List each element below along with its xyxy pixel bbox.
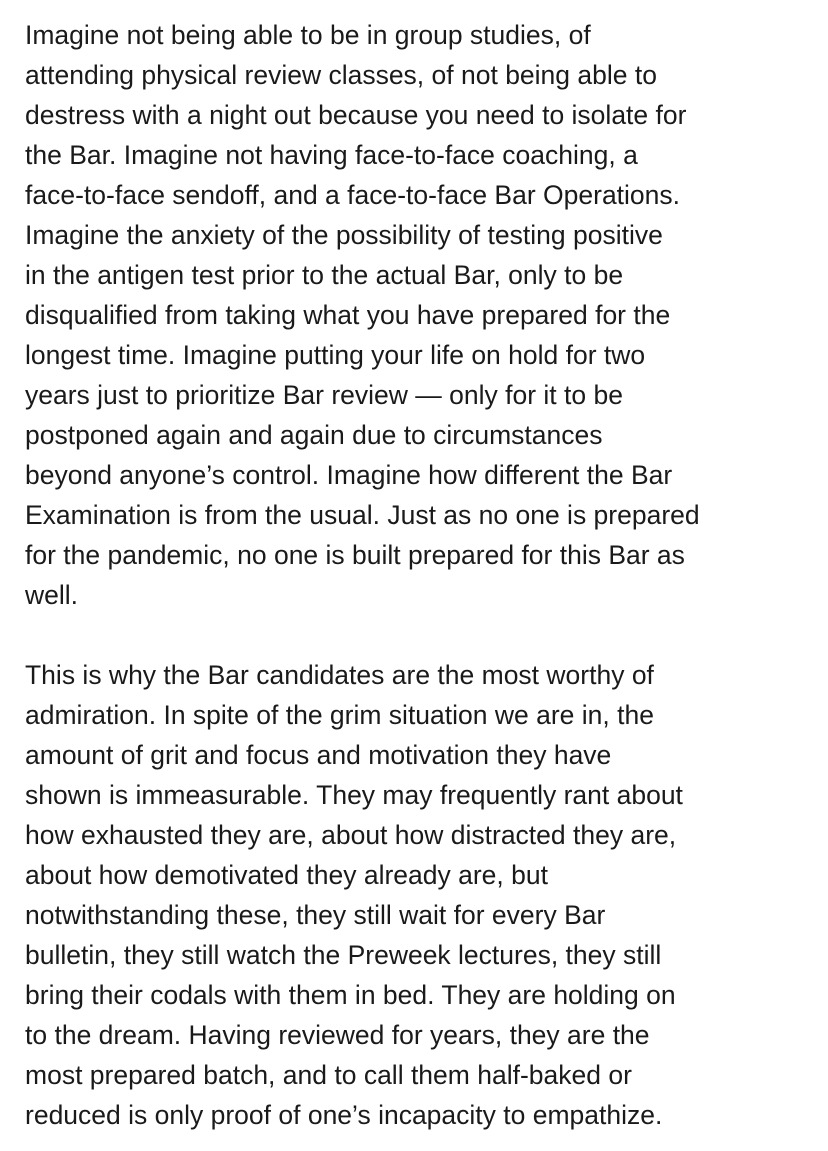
text-line: Imagine not being able to be in group studies, of bbox=[25, 20, 591, 50]
text-line: attending physical review classes, of not being able to bbox=[25, 60, 657, 90]
text-line: amount of grit and focus and motivation they have bbox=[25, 740, 612, 770]
text-line: about how demotivated they already are, but bbox=[25, 860, 548, 890]
text-line: shown is immeasurable. They may frequently rant about bbox=[25, 780, 683, 810]
text-line: face-to-face sendoff, and a face-to-face Bar Operations. bbox=[25, 180, 681, 210]
text-line: bring their codals with them in bed. They are holding on bbox=[25, 980, 676, 1010]
text-line: This is why the Bar candidates are the most worthy of bbox=[25, 660, 654, 690]
text-line: postponed again and again due to circumstances bbox=[25, 420, 603, 450]
text-line: admiration. In spite of the grim situation we are in, the bbox=[25, 700, 654, 730]
text-line: most prepared batch, and to call them half-baked or bbox=[25, 1060, 632, 1090]
text-line: destress with a night out because you need to isolate for bbox=[25, 100, 687, 130]
text-line: in the antigen test prior to the actual Bar, only to be bbox=[25, 260, 624, 290]
text-line: beyond anyone’s control. Imagine how different the Bar bbox=[25, 460, 673, 490]
text-line: Imagine the anxiety of the possibility of testing positive bbox=[25, 220, 663, 250]
text-line: reduced is only proof of one’s incapacity to empathize. bbox=[25, 1100, 663, 1130]
paragraph-spacer bbox=[25, 615, 810, 655]
text-line: how exhausted they are, about how distracted they are, bbox=[25, 820, 677, 850]
text-line: disqualified from taking what you have prepared for the bbox=[25, 300, 671, 330]
text-line: notwithstanding these, they still wait for every Bar bbox=[25, 900, 606, 930]
text-line: to the dream. Having reviewed for years, they are the bbox=[25, 1020, 650, 1050]
text-line: well. bbox=[25, 580, 79, 610]
text-line: Examination is from the usual. Just as no one is prepared bbox=[25, 500, 700, 530]
text-line: for the pandemic, no one is built prepared for this Bar as bbox=[25, 540, 685, 570]
paragraph-1 bbox=[25, 15, 810, 615]
text-line: the Bar. Imagine not having face-to-face coaching, a bbox=[25, 140, 638, 170]
text-line: bulletin, they still watch the Preweek lectures, they still bbox=[25, 940, 662, 970]
text-line: years just to prioritize Bar review — only for it to be bbox=[25, 380, 623, 410]
text-line: longest time. Imagine putting your life on hold for two bbox=[25, 340, 646, 370]
paragraph-2 bbox=[25, 655, 810, 1135]
